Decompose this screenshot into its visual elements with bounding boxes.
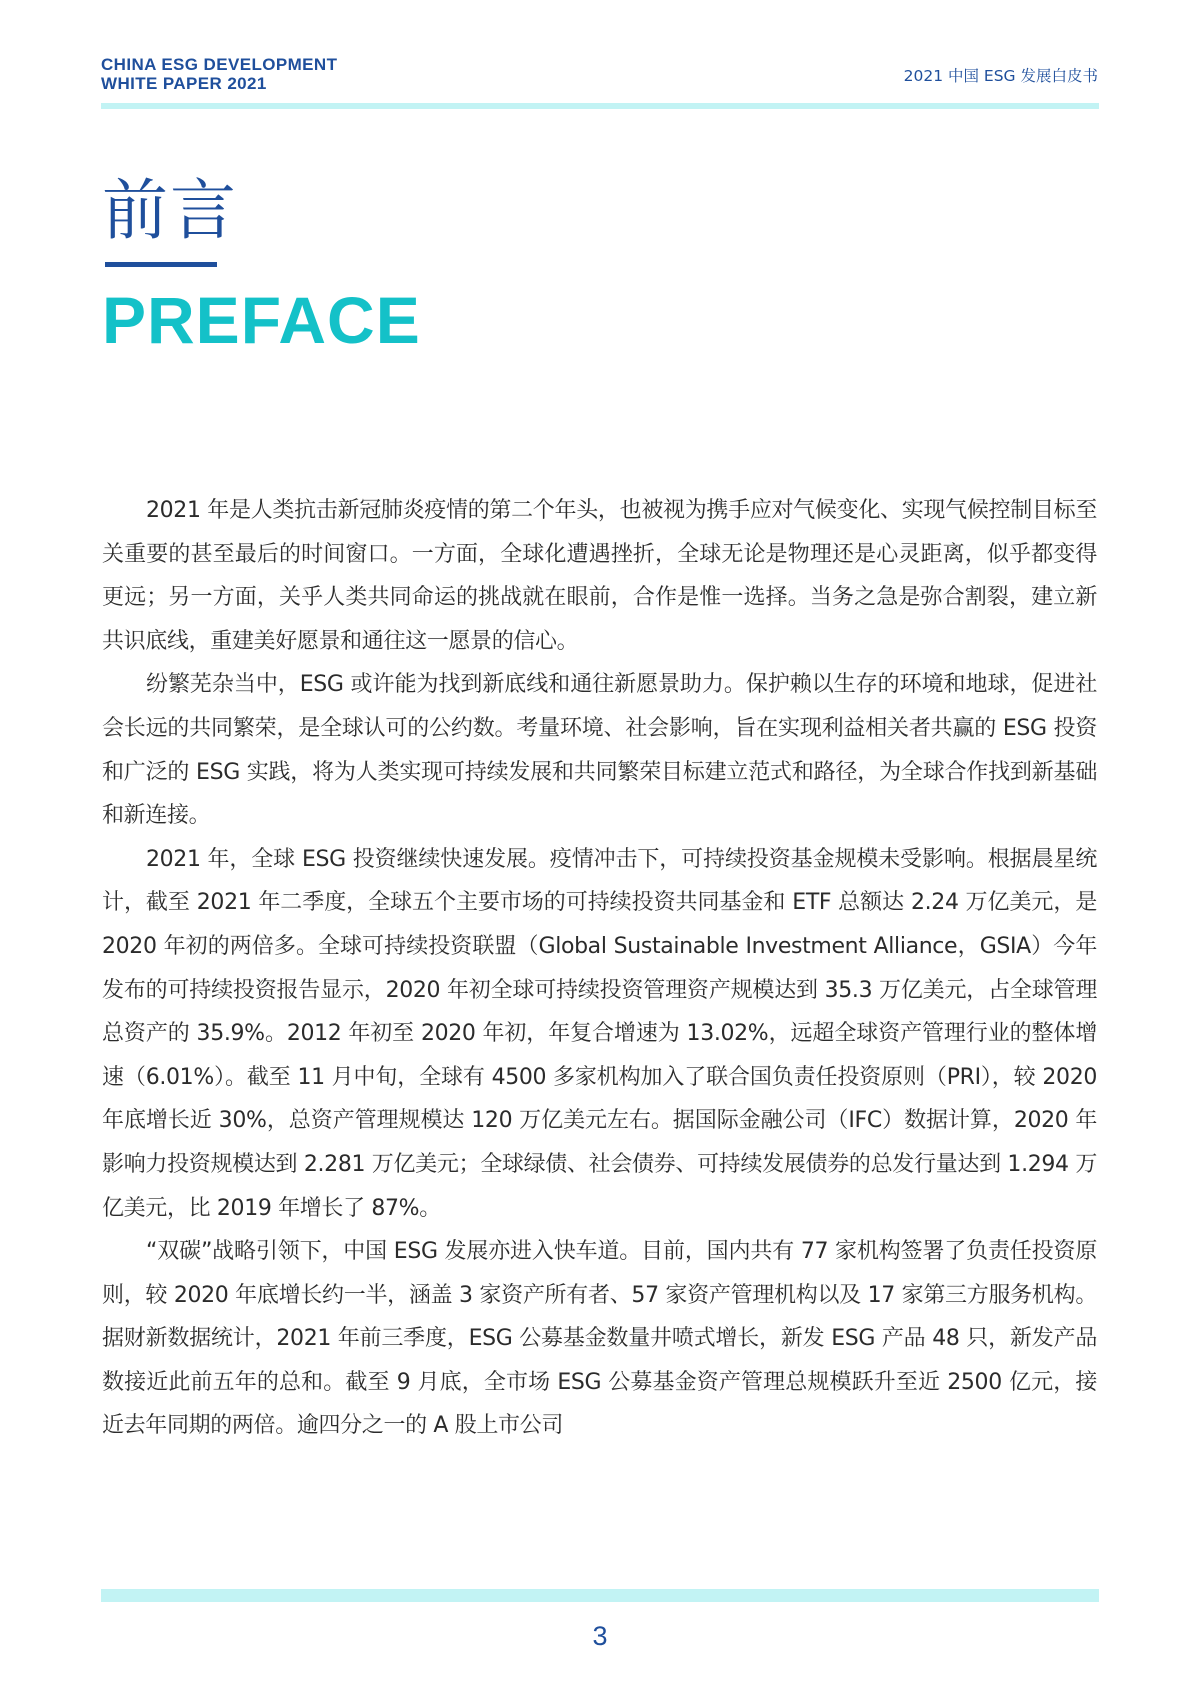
page-title-en: PREFACE: [102, 283, 421, 357]
paragraph: 2021 年是人类抗击新冠肺炎疫情的第二个年头，也被视为携手应对气候变化、实现气候控制目标至关重要的甚至最后的时间窗口。一方面，全球化遭遇挫折，全球无论是物理还是心灵距离，似乎都变得更远；另一方面，关乎人类共同命运的挑战就在眼前，合作是惟一选择。当务之急是弥合割裂，建立新共识底线，重建美好愿景和通往这一愿景的信心。: [102, 498, 1097, 654]
header-title-line2: WHITE PAPER 2021: [101, 74, 267, 93]
paragraph: 纷繁芜杂当中，ESG 或许能为找到新底线和通往新愿景助力。保护赖以生存的环境和地球，促进社会长远的共同繁荣，是全球认可的公约数。考量环境、社会影响，旨在实现利益相关者共赢的 ESG 投资和广泛的 ESG 实践，将为人类实现可持续发展和共同繁荣目标建立范式和路径，为全球合作找到新基础和新连接。: [102, 672, 1097, 829]
header-title-en: [101, 55, 337, 93]
page-title-cn: 前言: [102, 172, 238, 249]
paragraph: 2021 年，全球 ESG 投资继续快速发展。疫情冲击下，可持续投资基金规模未受影响。根据晨星统计，截至 2021 年二季度，全球五个主要市场的可持续投资共同基金和 ETF 总额达 2.24 万亿美元，是 2020 年初的两倍多。全球可持续投资联盟（Global Sustainable Investment Alliance，GSIA）今年发布的可持续投资报告显示，2020 年初全球可持续投资管理资产规模达到 35.3 万亿美元，占全球管理总资产的 35.9%。2012 年初至 2020 年初，年复合增速为 13.02%，远超全球资产管理行业的整体增速（6.01%）。截至 11 月中旬，全球有 4500 多家机构加入了联合国负责任投资原则（PRI），较 2020 年底增长近 30%，总资产管理规模达 120 万亿美元左右。据国际金融公司（IFC）数据计算，2020 年影响力投资规模达到 2.281 万亿美元；全球绿债、社会债券、可持续发展债券的总发行量达到 1.294 万亿美元，比 2019 年增长了 87%。: [102, 846, 1097, 1221]
paragraph: “双碳”战略引领下，中国 ESG 发展亦进入快车道。目前，国内共有 77 家机构签署了负责任投资原则，较 2020 年底增长约一半，涵盖 3 家资产所有者、57 家资产管理机构以及 17 家第三方服务机构。据财新数据统计，2021 年前三季度，ESG 公募基金数量井喷式增长，新发 ESG 产品 48 只，新发产品数接近此前五年的总和。截至 9 月底，全市场 ESG 公募基金资产管理总规模跃升至近 2500 亿元，接近去年同期的两倍。逾四分之一的 A 股上市公司: [102, 1239, 1097, 1439]
header-title-cn: 2021 中国 ESG 发展白皮书: [903, 67, 1098, 85]
footer-divider: [101, 1589, 1099, 1602]
body-text: [102, 489, 1097, 1448]
title-underline: [105, 262, 217, 267]
header-title-line1: CHINA ESG DEVELOPMENT: [101, 55, 338, 74]
header-divider: [101, 103, 1099, 109]
page-number: 3: [592, 1621, 608, 1651]
